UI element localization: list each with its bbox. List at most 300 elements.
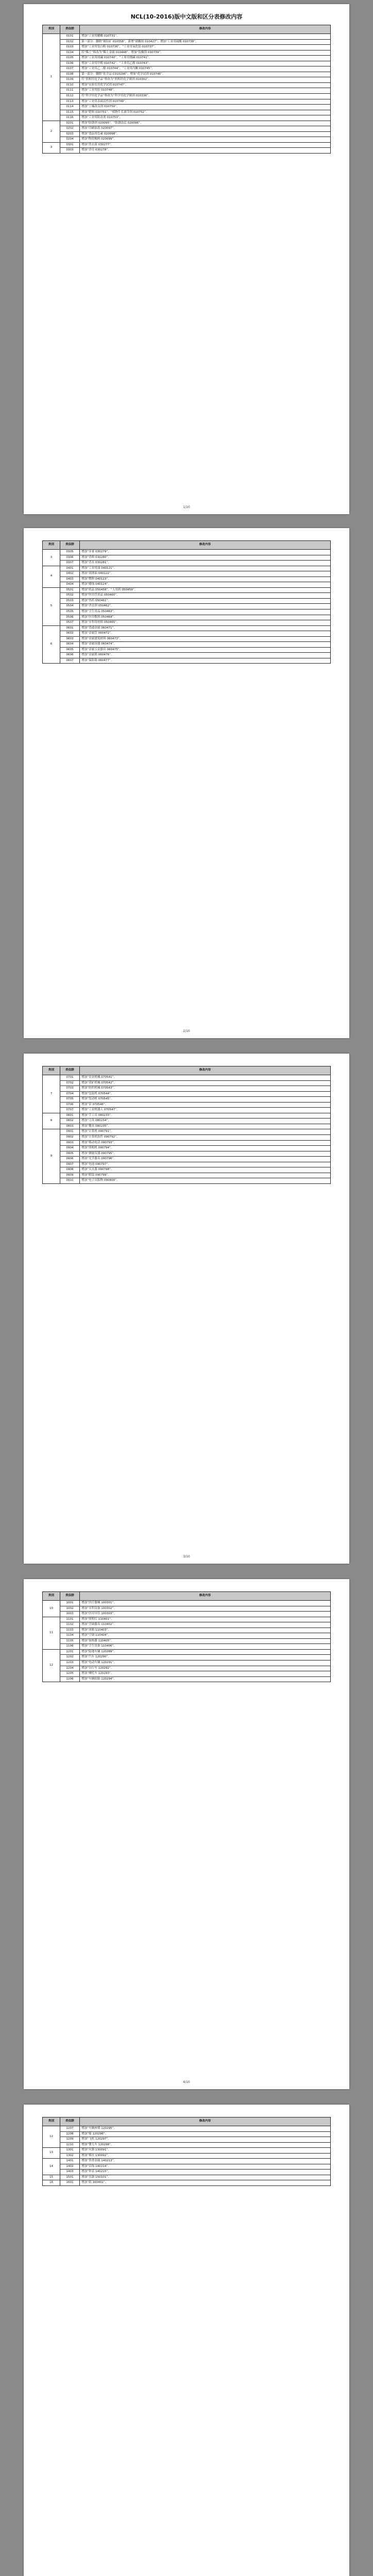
- class-cell: 4: [43, 566, 60, 587]
- content-cell: 增加“肥料 010751”，“植物生长调节剂 010752”。: [80, 110, 331, 115]
- group-cell: 0104: [60, 50, 80, 56]
- group-cell: 1501: [60, 2175, 80, 2180]
- table-row: [43, 1075, 331, 1081]
- group-cell: 0401: [60, 566, 80, 571]
- content-cell: 将“稀土”修改为“稀土金属 010448”；增加“钛酸钡 010739”。: [80, 50, 331, 56]
- group-cell: 1102: [60, 1622, 80, 1628]
- content-cell: 增加“杀虫剂 050462”。: [80, 604, 331, 609]
- table-row: [43, 94, 331, 99]
- group-cell: 0901: [60, 1129, 80, 1135]
- table-row: [43, 1151, 331, 1157]
- content-cell: 将“照相用化学品”修改为“照相用化学制剂 010302”。: [80, 77, 331, 83]
- content-cell: 增加“飞机 120297”。: [80, 2137, 331, 2143]
- group-cell: 1106: [60, 1644, 80, 1650]
- content-cell: 增加“蜡烛 040124”。: [80, 582, 331, 588]
- group-cell: 0102: [60, 39, 80, 45]
- group-cell: 0906: [60, 1157, 80, 1162]
- table-header-row: [43, 2117, 331, 2126]
- content-cell: 增加“工业用甲醇 010742”，“工业用乙醇 010743”。: [80, 61, 331, 66]
- table-row: [43, 2175, 331, 2180]
- content-cell: 增加“照明灯 110401”。: [80, 1617, 331, 1622]
- class-cell: 8: [43, 1113, 60, 1129]
- table-row: [43, 598, 331, 604]
- group-cell: 1103: [60, 1628, 80, 1633]
- group-cell: 0606: [60, 653, 80, 658]
- group-cell: 0103: [60, 45, 80, 50]
- group-cell: 0702: [60, 1080, 80, 1086]
- group-cell: 0307: [60, 561, 80, 566]
- group-cell: 0505: [60, 609, 80, 615]
- group-cell: 0902: [60, 1135, 80, 1141]
- group-cell: 0802: [60, 1118, 80, 1124]
- table-row: [43, 2126, 331, 2132]
- content-cell: 增加“灭火器 090798”。: [80, 1167, 331, 1173]
- page-3: [24, 1054, 349, 1564]
- class-cell: 10: [43, 1601, 60, 1617]
- page-number: 1/10: [183, 505, 190, 509]
- table-row: [43, 2142, 331, 2148]
- content-cell: 增加“船 120296”。: [80, 2131, 331, 2137]
- group-cell: 0111: [60, 88, 80, 94]
- group-cell: 1003: [60, 1612, 80, 1617]
- table-row: [43, 658, 331, 664]
- header-content: 修改内容: [80, 541, 331, 550]
- table-row: [43, 2153, 331, 2159]
- content-cell: 将“科学用化学品”修改为“科学用化学制剂 010336”。: [80, 94, 331, 99]
- table-row: [43, 604, 331, 609]
- table-header-row: [43, 1066, 331, 1075]
- group-cell: 0803: [60, 1124, 80, 1129]
- content-cell: 增加“冰箱 110403”。: [80, 1628, 331, 1633]
- table-row: [43, 39, 331, 45]
- table-row: [43, 555, 331, 561]
- content-cell: 增加“纸 160401”。: [80, 2180, 331, 2186]
- content-cell: 增加“土壤改良剂 010750”。: [80, 105, 331, 110]
- content-cell: 增加“香水 030281”。: [80, 561, 331, 566]
- table-row: [43, 1671, 331, 1677]
- content-cell: 增加“工业用表面活性剂 010749”。: [80, 99, 331, 105]
- content-cell: 增加“洗衣液 030277”。: [80, 142, 331, 148]
- content-cell: 增加“首饰 140214”。: [80, 2164, 331, 2170]
- content-cell: 增加“车辆轮胎 120294”。: [80, 1676, 331, 1682]
- group-cell: 1403: [60, 2170, 80, 2175]
- table-row: [43, 34, 331, 40]
- content-cell: 增加“电子出版物 090800”。: [80, 1178, 331, 1184]
- class-cell: 12: [43, 1649, 60, 1682]
- group-cell: 0203: [60, 131, 80, 137]
- group-cell: 0202: [60, 126, 80, 132]
- content-cell: 增加“包装机 070544”。: [80, 1091, 331, 1097]
- table-row: [43, 571, 331, 577]
- table-row: [43, 1173, 331, 1178]
- content-cell: 增加“润滑油 040122”。: [80, 571, 331, 577]
- table-row: [43, 131, 331, 137]
- table-row: [43, 148, 331, 154]
- group-cell: 0110: [60, 82, 80, 88]
- table-row: [43, 2159, 331, 2164]
- content-cell: 增加“兽药 050461”。: [80, 598, 331, 604]
- table-row: [43, 1660, 331, 1666]
- table-row: [43, 1178, 331, 1184]
- table-row: [43, 1601, 331, 1606]
- group-cell: 1205: [60, 1671, 80, 1677]
- table-row: [43, 121, 331, 126]
- group-cell: 1002: [60, 1606, 80, 1612]
- page-1: [24, 4, 349, 514]
- table-row: [43, 88, 331, 94]
- group-cell: 0502: [60, 593, 80, 599]
- table-row: [43, 1633, 331, 1639]
- group-cell: 0504: [60, 604, 80, 609]
- group-cell: 0706: [60, 1102, 80, 1108]
- content-cell: 增加“餐具 080235”。: [80, 1124, 331, 1129]
- revision-table: [42, 1591, 331, 1682]
- class-cell: 15: [43, 2175, 60, 2180]
- table-row: [43, 561, 331, 566]
- group-cell: 0904: [60, 1146, 80, 1151]
- content-cell: 增加“医用营养品 050460”。: [80, 593, 331, 599]
- header-group: 类似群: [60, 541, 80, 550]
- group-cell: 0704: [60, 1091, 80, 1097]
- table-row: [43, 587, 331, 593]
- table-row: [43, 582, 331, 588]
- content-cell: 增加“医疗器械 100301”。: [80, 1601, 331, 1606]
- group-cell: 0114: [60, 105, 80, 110]
- content-cell: 增加“婴儿车 120298”。: [80, 2142, 331, 2148]
- table-row: [43, 45, 331, 50]
- content-cell: 增加“空调 110404”。: [80, 1633, 331, 1639]
- group-cell: 0402: [60, 571, 80, 577]
- header-class: 类别: [43, 541, 60, 550]
- table-row: [43, 593, 331, 599]
- group-cell: 0604: [60, 642, 80, 648]
- group-cell: 0801: [60, 1113, 80, 1118]
- content-cell: 增加“火器 130091”。: [80, 2148, 331, 2154]
- group-cell: 0503: [60, 598, 80, 604]
- table-row: [43, 115, 331, 121]
- header-class: 类别: [43, 1592, 60, 1601]
- table-row: [43, 2137, 331, 2143]
- group-cell: 0109: [60, 77, 80, 83]
- header-group: 类似群: [60, 2117, 80, 2126]
- content-cell: 增加“工业用胶 010748”。: [80, 88, 331, 94]
- table-row: [43, 577, 331, 582]
- group-cell: 0703: [60, 1086, 80, 1092]
- group-cell: 0603: [60, 636, 80, 642]
- group-cell: 1206: [60, 1676, 80, 1682]
- content-cell: 增加“食品用色素 020098”。: [80, 131, 331, 137]
- table-row: [43, 1124, 331, 1129]
- table-header-row: [43, 1592, 331, 1601]
- content-cell: 增加“防锈剂 020095”，“防锈涂层 020096”。: [80, 121, 331, 126]
- table-row: [43, 1157, 331, 1162]
- group-cell: 0903: [60, 1140, 80, 1146]
- group-cell: 0404: [60, 582, 80, 588]
- table-row: [43, 1644, 331, 1650]
- group-cell: 0908: [60, 1167, 80, 1173]
- table-row: [43, 1612, 331, 1617]
- group-cell: 0905: [60, 1151, 80, 1157]
- content-cell: 增加“金属管 060472”。: [80, 631, 331, 637]
- table-header-row: [43, 25, 331, 34]
- group-cell: 0108: [60, 72, 80, 77]
- table-row: [43, 99, 331, 105]
- class-cell: 14: [43, 2159, 60, 2175]
- content-cell: 增加“电池 090797”。: [80, 1162, 331, 1167]
- content-cell: 增加“陶瓷釉料 020099”。: [80, 137, 331, 143]
- table-row: [43, 56, 331, 61]
- group-cell: 0707: [60, 1108, 80, 1113]
- group-cell: 0116: [60, 115, 80, 121]
- table-row: [43, 2170, 331, 2175]
- class-cell: 5: [43, 587, 60, 625]
- group-cell: 0501: [60, 587, 80, 593]
- table-row: [43, 1080, 331, 1086]
- table-row: [43, 1129, 331, 1135]
- table-row: [43, 647, 331, 653]
- table-row: [43, 620, 331, 626]
- group-cell: 0301: [60, 142, 80, 148]
- group-cell: 0305: [60, 550, 80, 555]
- header-group: 类似群: [60, 1592, 80, 1601]
- table-row: [43, 72, 331, 77]
- page-number: 2/10: [183, 1029, 190, 1033]
- group-cell: 1105: [60, 1638, 80, 1644]
- table-header-row: [43, 541, 331, 550]
- page-5: [24, 2105, 349, 2576]
- content-cell: 增加“工业用防冻剂 010753”。: [80, 115, 331, 121]
- content-cell: 增加“光学器具 090796”。: [80, 1157, 331, 1162]
- group-cell: 0607: [60, 658, 80, 664]
- content-cell: 增加“卫生用品 050463”。: [80, 609, 331, 615]
- class-cell: 9: [43, 1129, 60, 1183]
- content-cell: 增加“牙膏 030279”。: [80, 550, 331, 555]
- table-row: [43, 110, 331, 115]
- content-cell: 增加“卫生设备 110406”。: [80, 1644, 331, 1650]
- content-cell: 增加“医用导管 100303”。: [80, 1612, 331, 1617]
- page-2: [24, 528, 349, 1038]
- table-row: [43, 631, 331, 637]
- table-row: [43, 105, 331, 110]
- group-cell: 0201: [60, 121, 80, 126]
- group-cell: 1402: [60, 2164, 80, 2170]
- table-row: [43, 636, 331, 642]
- table-row: [43, 61, 331, 66]
- table-row: [43, 1676, 331, 1682]
- group-cell: 0115: [60, 110, 80, 115]
- content-cell: 增加“计算机 090791”。: [80, 1129, 331, 1135]
- group-cell: 0101: [60, 34, 80, 40]
- class-cell: 12: [43, 2126, 60, 2148]
- group-cell: 1001: [60, 1601, 80, 1606]
- table-row: [43, 1162, 331, 1167]
- content-cell: 第一部分：删除“化学品 C010296”；增加“化学试剂 010746”。: [80, 72, 331, 77]
- table-row: [43, 2148, 331, 2154]
- content-cell: 增加“工业用油 040121”。: [80, 566, 331, 571]
- table-row: [43, 142, 331, 148]
- table-row: [43, 2131, 331, 2137]
- content-cell: 增加“手工具 080233”。: [80, 1113, 331, 1118]
- header-content: 修改内容: [80, 1592, 331, 1601]
- table-row: [43, 1617, 331, 1622]
- class-cell: 2: [43, 121, 60, 142]
- table-row: [43, 50, 331, 56]
- group-cell: 0105: [60, 56, 80, 61]
- table-row: [43, 615, 331, 620]
- content-cell: 增加“工业用钛白粉 010736”，“工业用氧化铝 010737”。: [80, 45, 331, 50]
- content-cell: 增加“车辆座椅 120295”。: [80, 2126, 331, 2132]
- content-cell: 增加“烹调器具 110402”。: [80, 1622, 331, 1628]
- group-cell: 0907: [60, 1162, 80, 1167]
- class-cell: 13: [43, 2148, 60, 2159]
- content-cell: 增加“泵 070546”。: [80, 1102, 331, 1108]
- table-row: [43, 1638, 331, 1644]
- header-class: 类别: [43, 25, 60, 34]
- table-row: [43, 77, 331, 83]
- content-cell: 增加“自行车 120292”。: [80, 1666, 331, 1671]
- group-cell: 1204: [60, 1666, 80, 1671]
- group-cell: 1401: [60, 2159, 80, 2164]
- content-cell: 增加“计算机软件 090792”。: [80, 1135, 331, 1141]
- group-cell: 1101: [60, 1617, 80, 1622]
- table-row: [43, 1167, 331, 1173]
- content-cell: 增加“工业用醋酸 010731”。: [80, 34, 331, 40]
- table-row: [43, 566, 331, 571]
- table-row: [43, 1655, 331, 1660]
- content-cell: 增加“发动机 070545”。: [80, 1097, 331, 1103]
- table-row: [43, 1091, 331, 1097]
- content-cell: 增加“燃料 040123”。: [80, 577, 331, 582]
- content-cell: 增加“汽车 120290”。: [80, 1655, 331, 1660]
- table-row: [43, 1666, 331, 1671]
- header-class: 类别: [43, 2117, 60, 2126]
- revision-table: [42, 2117, 331, 2186]
- content-cell: 增加“贵重金属 140213”。: [80, 2159, 331, 2164]
- content-cell: 增加“钟表 140215”。: [80, 2170, 331, 2175]
- group-cell: 0605: [60, 647, 80, 653]
- header-group: 类似群: [60, 25, 80, 34]
- group-cell: 1201: [60, 1649, 80, 1655]
- table-row: [43, 625, 331, 631]
- group-cell: 1209: [60, 2137, 80, 2143]
- class-cell: 7: [43, 1075, 60, 1113]
- group-cell: 1301: [60, 2148, 80, 2154]
- revision-table: [42, 25, 331, 154]
- group-cell: 0506: [60, 615, 80, 620]
- table-row: [43, 82, 331, 88]
- content-cell: 增加“保险箱 060477”。: [80, 658, 331, 664]
- table-row: [43, 1146, 331, 1151]
- content-cell: 增加“农业机械 070541”。: [80, 1075, 331, 1081]
- page-number: 3/10: [183, 1555, 190, 1558]
- page-number: 4/10: [183, 2080, 190, 2084]
- table-row: [43, 1097, 331, 1103]
- group-cell: 0303: [60, 148, 80, 154]
- class-cell: 3: [43, 550, 60, 566]
- table-row: [43, 1135, 331, 1141]
- table-row: [43, 1606, 331, 1612]
- group-cell: 0107: [60, 66, 80, 72]
- group-cell: 1208: [60, 2131, 80, 2137]
- page-4: [24, 1579, 349, 2089]
- content-cell: 增加“眼镜 090799”。: [80, 1173, 331, 1178]
- document-title: NCL(10-2016)版中文版和区分表修改内容: [130, 13, 243, 20]
- table-row: [43, 137, 331, 143]
- table-row: [43, 1086, 331, 1092]
- group-cell: 0204: [60, 137, 80, 143]
- table-row: [43, 1118, 331, 1124]
- class-cell: 3: [43, 142, 60, 153]
- header-content: 修改内容: [80, 25, 331, 34]
- group-cell: 1207: [60, 2126, 80, 2132]
- class-cell: 11: [43, 1617, 60, 1649]
- table-row: [43, 653, 331, 658]
- content-cell: 增加“电动车辆 120291”。: [80, 1660, 331, 1666]
- group-cell: 0112: [60, 94, 80, 99]
- group-cell: 1202: [60, 1655, 80, 1660]
- group-cell: 0910: [60, 1178, 80, 1184]
- table-row: [43, 1113, 331, 1118]
- content-cell: 增加“烟火 130092”。: [80, 2153, 331, 2159]
- group-cell: 0705: [60, 1097, 80, 1103]
- group-cell: 0113: [60, 99, 80, 105]
- class-cell: 1: [43, 34, 60, 121]
- header-content: 修改内容: [80, 1066, 331, 1075]
- content-cell: 增加“工业机器人 070547”。: [80, 1108, 331, 1113]
- group-cell: 0306: [60, 555, 80, 561]
- group-cell: 0909: [60, 1173, 80, 1178]
- content-cell: 增加“医用敷料 050464”。: [80, 615, 331, 620]
- content-cell: 增加“加热器 110405”。: [80, 1638, 331, 1644]
- group-cell: 0507: [60, 620, 80, 626]
- table-row: [43, 1108, 331, 1113]
- content-cell: 增加“印刷油墨 020097”。: [80, 126, 331, 132]
- content-cell: 增加“金属建筑材料 060473”。: [80, 636, 331, 642]
- group-cell: 1104: [60, 1633, 80, 1639]
- content-cell: 增加“牙科用材料 050465”。: [80, 620, 331, 626]
- content-cell: 增加“刀具 080234”。: [80, 1118, 331, 1124]
- table-row: [43, 642, 331, 648]
- group-cell: 1601: [60, 2180, 80, 2186]
- table-row: [43, 1102, 331, 1108]
- content-cell: 增加“金属容器 060474”。: [80, 642, 331, 648]
- content-cell: 增加“采矿机械 070542”。: [80, 1080, 331, 1086]
- group-cell: 0602: [60, 631, 80, 637]
- content-cell: 增加“照相机 090794”。: [80, 1146, 331, 1151]
- group-cell: 1210: [60, 2142, 80, 2148]
- header-group: 类似群: [60, 1066, 80, 1075]
- group-cell: 1203: [60, 1660, 80, 1666]
- header-class: 类别: [43, 1066, 60, 1075]
- content-cell: 增加“实验室用化学试剂 010747”。: [80, 82, 331, 88]
- table-row: [43, 2164, 331, 2170]
- group-cell: 0106: [60, 61, 80, 66]
- table-row: [43, 66, 331, 72]
- table-row: [43, 1140, 331, 1146]
- content-cell: 第一部分：删除“褐铅矿 010358”，新增“硝酸铵 010427”；增加“工业用硫酸 010738”。: [80, 39, 331, 45]
- content-cell: 增加“陆地车辆 120289”。: [80, 1649, 331, 1655]
- content-cell: 增加“牙科设备 100302”。: [80, 1606, 331, 1612]
- header-content: 修改内容: [80, 2117, 331, 2126]
- group-cell: 0601: [60, 625, 80, 631]
- table-row: [43, 550, 331, 555]
- table-row: [43, 1628, 331, 1633]
- content-cell: 增加“药品 050458”，“人用药 050459”。: [80, 587, 331, 593]
- content-cell: 增加“工业用纯碱 010740”，“工业用烧碱 010741”。: [80, 56, 331, 61]
- table-row: [43, 1622, 331, 1628]
- table-row: [43, 126, 331, 132]
- group-cell: 0701: [60, 1075, 80, 1081]
